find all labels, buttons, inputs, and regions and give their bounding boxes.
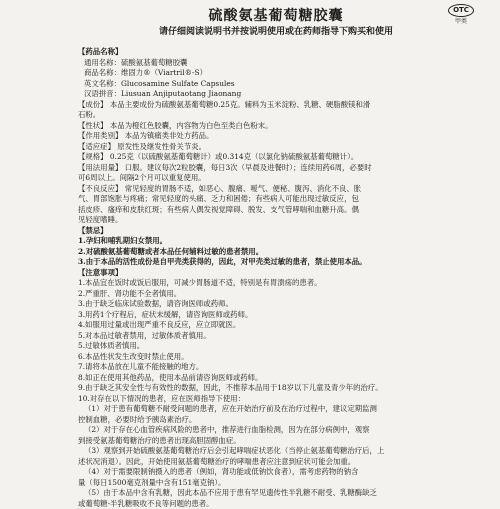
- text-line: 到接受氨基葡萄糖治疗的患者出现高胆固醇血症。: [78, 436, 474, 447]
- text-line: 9.由于缺乏其安全性与有效性的数据，因此，不推荐本品用于18岁以下儿童及青少年的治疗。: [78, 383, 474, 394]
- text-line: 或葡萄糖-半乳糖吸收不良等问题的患者。: [78, 499, 474, 509]
- text-line: 3.由于本品的活性成份是自甲壳类获得的，因此，对甲壳类过敏的患者，禁止使用本品。: [78, 257, 474, 268]
- text-line: 2.严重肝、肾功能不全者慎用。: [78, 289, 474, 300]
- text-line: 3.用药1个疗程后，症状未缓解，请咨询医师或药师。: [78, 310, 474, 321]
- text-line: 6.本品性状发生改变时禁止使用。: [78, 352, 474, 363]
- text-line: 1.孕妇和哺乳期妇女禁用。: [78, 236, 474, 247]
- otc-category: 甲类: [448, 18, 474, 26]
- otc-mark: [448, 4, 474, 26]
- text-line: 7.请将本品放在儿童不能接触的地方。: [78, 362, 474, 373]
- text-line: 见轻度嗜睡。: [78, 215, 474, 226]
- section-heading: 【禁忌】: [78, 226, 474, 237]
- section-heading: 【药品名称】: [78, 47, 474, 58]
- text-line: （1）对于患有葡萄糖不耐受问题的患者，应在开始治疗前及在治疗过程中，建议定期监测: [78, 404, 474, 415]
- text-line: 1.本品宜在饭时或饭后服用，可减少胃肠道不适，特别是有胃溃疡的患者。: [78, 278, 474, 289]
- document-title: 硫酸氨基葡萄糖胶囊: [78, 8, 474, 24]
- text-line: 商品名称：维固力®（Viartril®-S）: [78, 68, 474, 79]
- text-line: （2）对于存在心血管疾病风险的患者中，推荐进行血脂检测，因为在部分病例中，观察: [78, 425, 474, 436]
- text-line: 【不良反应】 常见轻度的胃肠不适，如恶心、腹痛、嗳气、便秘、腹泻、消化不良、胀: [78, 184, 474, 195]
- leaflet-body: [78, 47, 474, 509]
- text-line: （5）由于本品中含有乳糖，因此本品不应用于患有罕见遗传性半乳糖不耐受、乳糖酶缺乏: [78, 488, 474, 499]
- text-line: 述状况消退）。因此，开始使用氨基葡萄糖治疗的哮喘患者应注意到症状可能会加重。: [78, 457, 474, 468]
- text-line: 气、胃部饱胀与疼痛；常见轻度的头痛、乏力和困倦；有些病人可能出现过敏反应，包: [78, 194, 474, 205]
- text-line: 量（每日1500毫克剂量中含有151毫克钠）。: [78, 478, 474, 489]
- text-line: 通用名称：硫酸氨基葡萄糖胶囊: [78, 58, 474, 69]
- text-line: 控制血糖，必要时给予胰岛素治疗。: [78, 415, 474, 426]
- text-line: 汉语拼音：Liusuan Anjiputaotang Jiaonang: [78, 89, 474, 100]
- text-line: 【用法用量】 口服。建议每次2粒胶囊，每日3次（早晨及进餐时）；连续用药6周，必要时: [78, 163, 474, 174]
- text-line: 可6周以上。间隔2个月可以重复使用。: [78, 173, 474, 184]
- text-line: 5.对本品过敏者禁用，过敏体质者慎用。: [78, 331, 474, 342]
- text-line: 2.对硫酸氨基葡萄糖或者本品任何辅料过敏的患者禁用。: [78, 247, 474, 258]
- text-line: （4）对于需要限制钠摄入的患者（例如，肾功能或低钠饮食者），需考虑药物的钠含: [78, 467, 474, 478]
- text-line: 4.如服用过量或出现严重不良反应，应立即就医。: [78, 320, 474, 331]
- text-line: 括皮疹、瘙痒和皮肤红斑；有些病人偶发视觉障碍、脱发、支气管哮喘和血糖升高。偶: [78, 205, 474, 216]
- text-line: 【性状】 本品为橙红色胶囊，内容物为白色至类白色粉末。: [78, 121, 474, 132]
- text-line: 【作用类别】 本品为镇痛类非处方药品。: [78, 131, 474, 142]
- document-subtitle: 请仔细阅读说明书并按说明使用或在药师指导下购买和使用: [78, 27, 474, 38]
- text-line: （3）观察到开始硫酸氨基葡萄糖治疗后会引起哮喘症状恶化（当停止氨基葡萄糖治疗后，上: [78, 446, 474, 457]
- text-line: 【适应症】 原发性及继发性骨关节炎。: [78, 142, 474, 153]
- text-line: 【规格】 0.25克（以硫酸氨基葡萄糖计）或0.314克（以氯化钠硫酸氨基葡萄糖计）。: [78, 152, 474, 163]
- text-line: 8.如正在使用其他药品，使用本品前请咨询医师或药师。: [78, 373, 474, 384]
- text-line: 石粉。: [78, 110, 474, 121]
- text-line: 英文名称：Glucosamine Sulfate Capsules: [78, 79, 474, 90]
- section-heading: 【注意事项】: [78, 268, 474, 279]
- text-line: 3.由于缺乏临床试验数据，请咨询医师或药师。: [78, 299, 474, 310]
- text-line: 5.过敏体质者慎用。: [78, 341, 474, 352]
- text-line: 【成份】 本品主要成份为硫酸氨基葡萄糖0.25克。辅料为玉米淀粉、乳糖、硬脂酸镁和滑: [78, 100, 474, 111]
- otc-badge: OTC: [448, 4, 474, 17]
- text-line: 10.对存在以下情况的患者，应在医师指导下使用：: [78, 394, 474, 405]
